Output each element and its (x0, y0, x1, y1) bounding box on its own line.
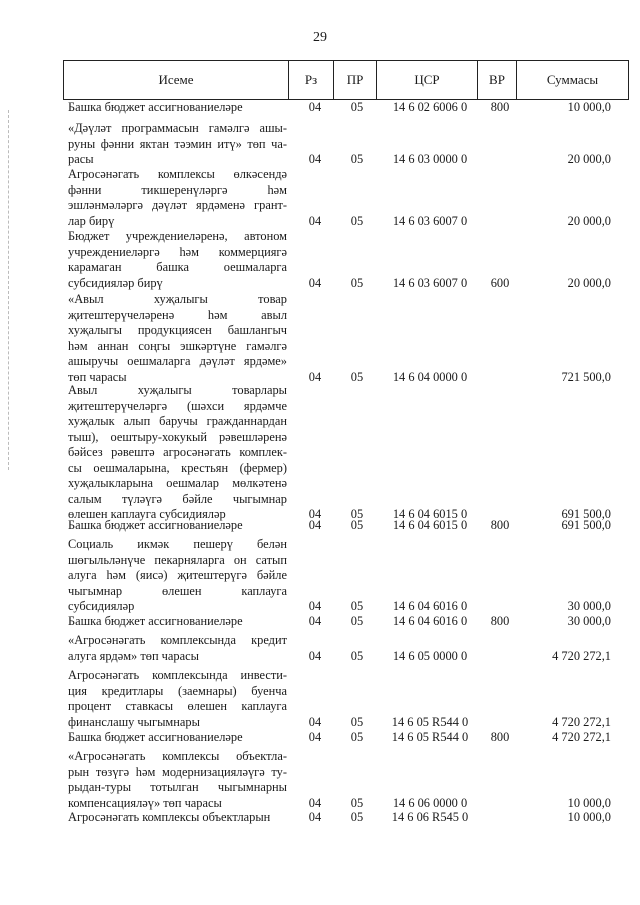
row-sum: 30 000,0 (567, 599, 611, 613)
row-pr: 05 (350, 795, 364, 810)
row-rz: 04 (308, 795, 322, 810)
row-name (68, 518, 287, 534)
row-sum: 10 000,0 (567, 795, 611, 810)
header-pr: ПР (334, 61, 377, 100)
row-name-line: һәм аннан соңгы эшкәртүне гамәлгә (68, 338, 287, 353)
table-row (0, 810, 640, 826)
table-row (0, 614, 640, 630)
row-name-line: төп чарасы (68, 369, 127, 384)
row-csr: 14 6 04 6015 0 (392, 507, 468, 521)
row-pr: 05 (350, 213, 364, 228)
row-sum: 20 000,0 (567, 152, 611, 166)
row-rz: 04 (308, 275, 322, 290)
table-row (0, 100, 640, 116)
row-rz: 04 (308, 369, 322, 384)
row-name-line: Башка бюджет ассигнованиеләре (68, 100, 243, 114)
row-name-line: «Авыл хуҗалыгы товар (68, 292, 287, 306)
row-name-line: субсидияләр (68, 599, 135, 613)
row-name (68, 730, 287, 746)
row-csr: 14 6 05 R544 0 (391, 730, 469, 744)
row-name-line: өлешен каплауга субсидияләр (68, 507, 226, 521)
row-rz: 04 (308, 730, 322, 744)
row-name-line: Башка бюджет ассигнованиеләре (68, 614, 243, 628)
row-name-line: ашыручы оешмаларга дәүләт ярдәме» (68, 354, 287, 368)
row-name (68, 229, 287, 291)
row-name (68, 614, 287, 630)
row-name-line: хуҗалыкларына оешмалар мөлкәтенә (68, 476, 287, 490)
row-name-line: компенсацияләү» төп чарасы (68, 795, 222, 810)
row-name-line: руны фәнни яктан тәэмин итү» төп ча- (68, 136, 287, 151)
row-rz: 04 (308, 100, 322, 114)
row-sum: 4 720 272,1 (552, 730, 611, 744)
row-csr: 14 6 02 6006 0 (392, 100, 468, 114)
row-name-line: «Агросәнәгать комплексы объектла- (68, 749, 287, 763)
row-name-line: Авыл хуҗалыгы товарлары (68, 383, 287, 397)
row-rz: 04 (308, 648, 322, 663)
table-row (0, 668, 640, 730)
row-csr: 14 6 04 0000 0 (392, 369, 468, 384)
table-row (0, 167, 640, 229)
row-name-line: ция кредитлары (заемнары) буенча (68, 683, 287, 698)
table-row (0, 633, 640, 664)
row-sum: 30 000,0 (567, 614, 611, 628)
row-pr: 05 (350, 152, 364, 166)
row-csr: 14 6 05 R544 0 (391, 714, 469, 729)
page-number: 29 (313, 30, 327, 45)
row-name-line: Агросәнәгать комплексында инвести- (68, 668, 287, 682)
row-name-line: тыш), оештыру-хокукый рәвешләренә (68, 429, 287, 444)
row-name-line: Башка бюджет ассигнованиеләре (68, 730, 243, 744)
row-sum: 10 000,0 (567, 810, 611, 824)
row-pr: 05 (350, 810, 364, 824)
table-row (0, 518, 640, 534)
row-rz: 04 (308, 599, 322, 613)
table-row (0, 749, 640, 811)
table-row (0, 229, 640, 291)
row-name (68, 668, 287, 730)
row-name-line: сы оешмаларына, крестьян (фермер) (68, 460, 287, 475)
row-name-line: Социаль икмәк пешерү белән (68, 537, 287, 551)
row-name-line: учреждениеләргә һәм коммерциягә (68, 244, 287, 259)
row-csr: 14 6 03 6007 0 (392, 275, 468, 290)
row-name (68, 292, 287, 385)
row-rz: 04 (308, 810, 322, 824)
table-row (0, 730, 640, 746)
row-name-line: рыдан-туры тотылган чыгымнарны (68, 780, 287, 794)
row-pr: 05 (350, 614, 364, 628)
row-name-line: Башка бюджет ассигнованиеләре (68, 518, 243, 532)
row-name (68, 167, 287, 229)
row-name-line: алуга һәм (яисә) җитештерүгә бәйле (68, 568, 287, 582)
table-row (0, 383, 640, 523)
table-row (0, 292, 640, 385)
row-name-line: «Дәүләт программасын гамәлгә ашы- (68, 121, 287, 135)
row-name-line: субсидияләр бирү (68, 275, 163, 290)
row-vr: 600 (490, 275, 510, 290)
row-name-line: җитештерүчеләренә һәм авыл (68, 307, 287, 322)
row-pr: 05 (350, 714, 364, 729)
row-csr: 14 6 03 0000 0 (392, 152, 468, 166)
row-pr: 05 (350, 507, 364, 521)
row-vr: 800 (490, 730, 510, 744)
row-name-line: карамаган башка оешмаларга (68, 260, 287, 274)
row-csr: 14 6 04 6015 0 (392, 518, 468, 532)
row-pr: 05 (350, 100, 364, 114)
row-name-line: чыгымнар өлешен каплауга (68, 583, 287, 598)
row-name-line: «Агросәнәгать комплексында кредит (68, 633, 287, 647)
row-name-line: Агросәнәгать комплексы объектларын (68, 810, 271, 824)
row-sum: 4 720 272,1 (552, 648, 611, 663)
row-name-line: хуҗалыгы продукциясен башлангыч (68, 323, 287, 337)
row-sum: 721 500,0 (561, 369, 611, 384)
row-pr: 05 (350, 518, 364, 532)
row-name-line: эшләнмәләргә дәүләт ярдәменә грант- (68, 198, 287, 212)
row-name-line: расы (68, 152, 94, 166)
row-name-line: процент ставкасы өлешен каплауга (68, 699, 287, 713)
table-row (0, 121, 640, 168)
header-rz: Рз (289, 61, 334, 100)
row-rz: 04 (308, 614, 322, 628)
header-vr: ВР (478, 61, 517, 100)
row-name-line: финанслашу чыгымнары (68, 714, 200, 729)
row-name (68, 100, 287, 116)
row-rz: 04 (308, 714, 322, 729)
row-sum: 691 500,0 (561, 518, 611, 532)
row-sum: 4 720 272,1 (552, 714, 611, 729)
row-rz: 04 (308, 507, 322, 521)
row-vr: 800 (490, 100, 510, 114)
row-name-line: фәнни тикшеренүләргә һәм (68, 182, 287, 197)
row-name-line: рын төзүгә һәм модернизацияләүгә ту- (68, 764, 287, 779)
header-sum: Суммасы (517, 61, 629, 100)
header-name: Исеме (64, 61, 289, 100)
row-name-line: Агросәнәгать комплексы өлкәсендә (68, 167, 287, 181)
row-name (68, 810, 287, 826)
row-name-line: җитештерүчеләргә (шәхси ярдәмче (68, 398, 287, 413)
row-sum: 20 000,0 (567, 275, 611, 290)
row-rz: 04 (308, 213, 322, 228)
row-sum: 691 500,0 (561, 507, 611, 521)
row-csr: 14 6 03 6007 0 (392, 213, 468, 228)
header-csr: ЦСР (377, 61, 478, 100)
row-csr: 14 6 05 0000 0 (392, 648, 468, 663)
row-csr: 14 6 04 6016 0 (392, 614, 468, 628)
row-csr: 14 6 04 6016 0 (392, 599, 468, 613)
row-csr: 14 6 06 0000 0 (392, 795, 468, 810)
row-vr: 800 (490, 518, 510, 532)
table-header (63, 60, 629, 100)
row-pr: 05 (350, 599, 364, 613)
row-name-line: шөгыльләнүче пекарняларга он сатып (68, 552, 287, 567)
row-sum: 20 000,0 (567, 213, 611, 228)
row-name-line: алуга ярдәм» төп чарасы (68, 648, 199, 663)
row-pr: 05 (350, 730, 364, 744)
table-row (0, 537, 640, 615)
row-rz: 04 (308, 518, 322, 532)
row-name-line: Бюджет учреждениеләренә, автоном (68, 229, 287, 243)
row-csr: 14 6 06 R545 0 (391, 810, 469, 824)
row-name-line: бәйсез рәвештә агросәнәгать комплек- (68, 445, 287, 459)
row-sum: 10 000,0 (567, 100, 611, 114)
row-name (68, 633, 287, 664)
row-pr: 05 (350, 369, 364, 384)
row-name (68, 121, 287, 168)
row-name-line: салым түләүгә бәйле чыгымнар (68, 491, 287, 506)
row-pr: 05 (350, 648, 364, 663)
row-name (68, 383, 287, 523)
row-name (68, 749, 287, 811)
row-name-line: хуҗалык алып баручы гражданнардан (68, 414, 287, 428)
row-rz: 04 (308, 152, 322, 166)
row-vr: 800 (490, 614, 510, 628)
row-pr: 05 (350, 275, 364, 290)
row-name (68, 537, 287, 615)
row-name-line: лар бирү (68, 213, 115, 228)
